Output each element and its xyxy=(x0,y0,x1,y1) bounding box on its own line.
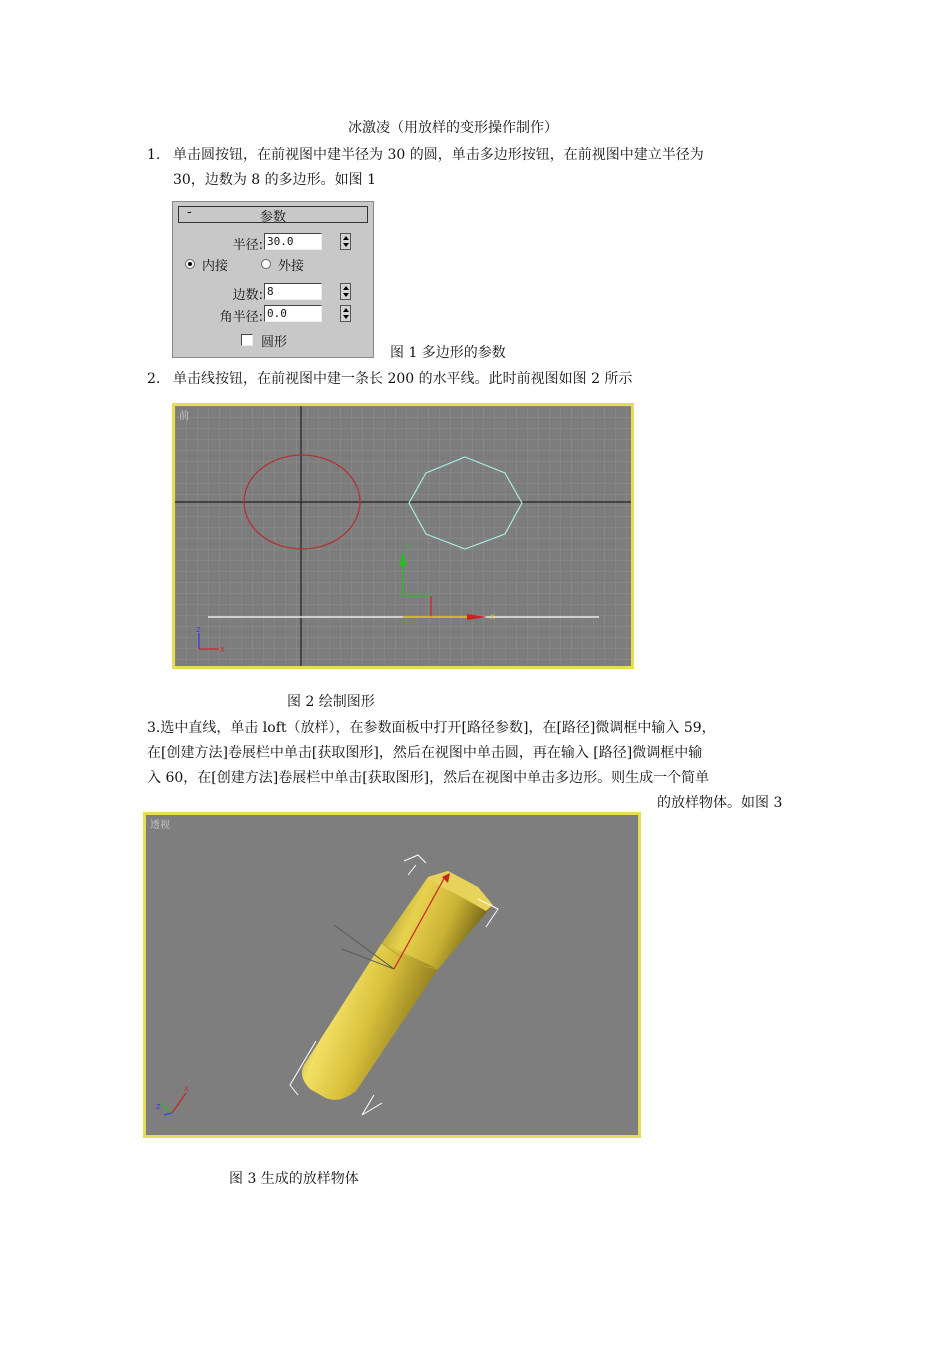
circumscribed-label: 外接 xyxy=(278,259,305,274)
inscribed-radio[interactable] xyxy=(185,259,195,269)
radius-type-row xyxy=(173,255,373,273)
front-viewport-canvas xyxy=(175,406,631,666)
corner-x-label: X xyxy=(220,646,225,654)
corner-radius-row xyxy=(173,305,373,323)
corner-x-axis xyxy=(172,1093,186,1113)
sides-label: 边数: xyxy=(232,288,263,303)
step2-text: 单击线按钮，在前视图中建一条长 200 的水平线。此时前视图如图 2 所示 xyxy=(173,371,633,387)
fig2-caption: 图 2 绘制图形 xyxy=(287,694,375,710)
inscribed-label: 内接 xyxy=(202,259,229,274)
circular-label: 圆形 xyxy=(261,335,288,350)
rollout-title: 参数 xyxy=(259,210,286,225)
corner-z-label: Z xyxy=(156,1103,161,1111)
corner-radius-label: 角半径: xyxy=(219,310,263,325)
radius-row xyxy=(173,233,373,251)
front-viewport-label[interactable]: 前 xyxy=(179,411,189,422)
fig1-caption: 图 1 多边形的参数 xyxy=(390,345,506,361)
circumscribed-radio[interactable] xyxy=(261,259,271,269)
front-viewport[interactable] xyxy=(172,403,634,669)
collapse-toggle[interactable]: - xyxy=(187,205,192,220)
sides-row xyxy=(173,283,373,301)
perspective-viewport-label[interactable]: 透视 xyxy=(150,820,170,831)
corner-radius-input[interactable]: 0.0 xyxy=(264,305,322,322)
loft-cylinder-section xyxy=(302,943,438,1100)
sides-input[interactable]: 8 xyxy=(264,283,322,300)
perspective-viewport[interactable] xyxy=(143,812,641,1138)
grid xyxy=(175,406,631,666)
fig3-caption: 图 3 生成的放样物体 xyxy=(229,1171,359,1187)
corner-z-axis xyxy=(164,1113,172,1115)
parameters-panel xyxy=(172,201,374,358)
sides-spinner[interactable] xyxy=(340,283,351,300)
step1-number: 1. xyxy=(147,147,161,163)
step1-text-line2: 30，边数为 8 的多边形。如图 1 xyxy=(173,172,376,188)
corner-x-label: X xyxy=(184,1085,189,1093)
radius-spinner[interactable] xyxy=(340,233,351,250)
step3-text-line1: 3.选中直线，单击 loft（放样），在参数面板中打开[路径参数]，在[路径]微调框中输入 59， xyxy=(147,720,716,736)
circular-checkbox[interactable] xyxy=(241,334,253,346)
radius-input[interactable]: 30.0 xyxy=(264,233,322,250)
corner-z-label: Z xyxy=(196,626,201,634)
step2-number: 2. xyxy=(147,371,161,387)
circular-row xyxy=(173,331,373,349)
radius-label: 半径: xyxy=(232,238,263,253)
step3-text-line3: 入 60，在[创建方法]卷展栏中单击[获取图形]，然后在视图中单击多边形。则生成一个简单 xyxy=(147,770,710,786)
step3-text-line2: 在[创建方法]卷展栏中单击[获取图形]，然后在视图中单击圆，再在输入 [路径]微调框中输 xyxy=(147,745,703,761)
corner-y-axis xyxy=(160,1103,172,1113)
corner-radius-spinner[interactable] xyxy=(340,305,351,322)
gizmo-y-label: Y xyxy=(405,544,410,552)
step1-text-line1: 单击圆按钮，在前视图中建半径为 30 的圆，单击多边形按钮，在前视图中建立半径为 xyxy=(173,147,704,163)
rollout-header[interactable] xyxy=(178,206,368,223)
step3-text-line4: 的放样物体。如图 3 xyxy=(657,795,783,811)
page-title: 冰激凌（用放样的变形操作制作） xyxy=(348,120,558,136)
gizmo-x-label: X xyxy=(490,613,495,621)
perspective-viewport-canvas xyxy=(146,815,638,1135)
